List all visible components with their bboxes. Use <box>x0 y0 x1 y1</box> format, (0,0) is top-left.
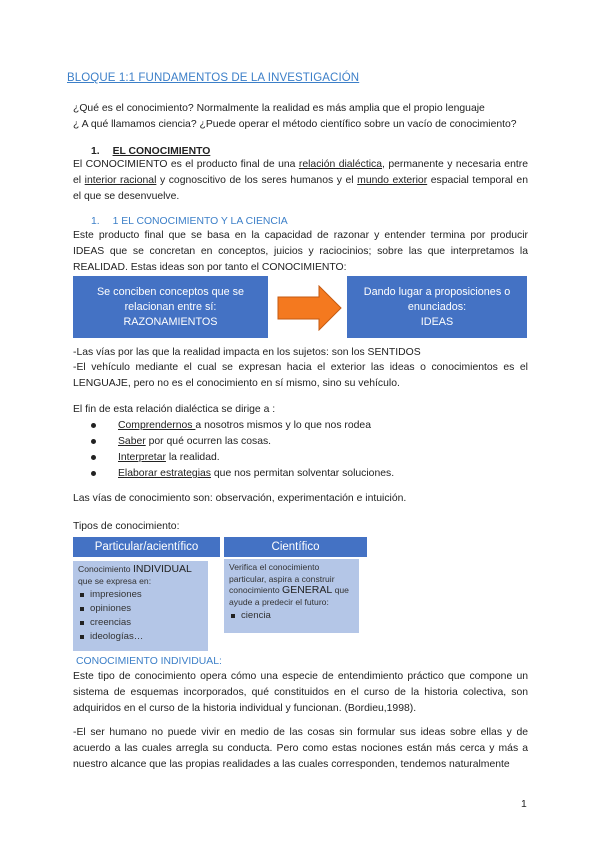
purpose-list <box>91 418 521 482</box>
section1-text-b: , permanente y necesaria entre el <box>73 159 528 186</box>
section1-text-d: espacial temporal en el que se desenvuelve. <box>73 175 528 202</box>
card-list-item: ideologías… <box>78 630 203 644</box>
card2-text-a: Verifica el conocimiento particular, aspira a construir conocimiento <box>229 562 335 595</box>
purpose-item-text: por qué ocurren las cosas. <box>145 436 272 447</box>
purpose-item <box>91 450 521 466</box>
purpose-item <box>91 418 521 434</box>
card-list-item: opiniones <box>78 602 203 616</box>
vias-text: Las vías de conocimiento son: observación, experimentación e intuición. <box>73 493 407 504</box>
types-label: Tipos de conocimiento: <box>73 521 180 532</box>
individual-paragraph2: -El ser humano no puede vivir en medio de las cosas sin formular sus ideas sobre ellas y de acuerdo a las cuales arregla su conducta. Pero como estas nociones están más cerca y más a nuestro alcance que las propias realidades a las cuales corresponden, tendemos naturalmente <box>73 727 528 770</box>
card-cientifico-header: Científico <box>224 537 367 557</box>
section1-text-a: El CONOCIMIENTO es el producto final de una <box>73 159 299 170</box>
purpose-item-term: Elaborar estrategias <box>118 468 211 479</box>
card2-text-b: GENERAL <box>282 584 333 596</box>
diagram-left-line2: relacionan entre sí: <box>124 300 217 313</box>
card1-text-b: INDIVIDUAL <box>132 563 192 575</box>
card-list-item: ciencia <box>229 609 354 623</box>
section1-paragraph <box>73 157 528 205</box>
card-list-item: impresiones <box>78 588 203 602</box>
diagram-left-line3: RAZONAMIENTOS <box>123 315 218 328</box>
document-title: BLOQUE 1:1 FUNDAMENTOS DE LA INVESTIGACIÓN <box>67 72 360 84</box>
purpose-item <box>91 434 521 450</box>
purpose-item <box>91 466 521 482</box>
card-particular-description <box>78 564 203 587</box>
diagram-box-razonamientos <box>73 276 268 338</box>
diagram-right-line2: enunciados: <box>407 300 467 313</box>
card2-text-c: que ayude a predecir el futuro: <box>229 585 349 607</box>
card1-text-c: que se expresa en: <box>78 575 152 586</box>
purpose-item-term: Saber <box>118 436 146 447</box>
note-lenguaje: -El vehículo mediante el cual se expresan hacia el exterior las ideas o conocimientos es el LENGUAJE, pero no es el conocimiento en sí mismo, sino su vehículo. <box>73 362 528 389</box>
note-sentidos: -Las vías por las que la realidad impacta en los sujetos: son los SENTIDOS <box>73 347 421 358</box>
term-interior-racional: interior racional <box>84 175 157 186</box>
section1-title: EL CONOCIMIENTO <box>112 146 211 157</box>
card-particular-body <box>73 561 208 651</box>
term-relacion-dialectica: relación dialéctica <box>298 159 383 170</box>
term-mundo-exterior: mundo exterior <box>357 175 428 186</box>
section1-1-paragraph: Este producto final que se basa en la capacidad de razonar y entender termina por producir IDEAS que se concretan en conceptos, juicios y raciocinios; sobre las que interpretamos la REALIDAD. Estas ideas son por tanto el CONOCIMIENTO: <box>73 230 528 273</box>
card-list-item: creencias <box>78 616 203 630</box>
card-particular-list <box>78 588 203 644</box>
individual-heading: CONOCIMIENTO INDIVIDUAL: <box>76 656 222 667</box>
card-cientifico-description <box>229 562 354 608</box>
section1-number: 1. <box>91 146 100 157</box>
purpose-item-term: Interpretar <box>118 452 166 463</box>
intro-question-knowledge: ¿Qué es el conocimiento? Normalmente la realidad es más amplia que el propio lenguaje <box>73 103 485 114</box>
section1-1-title: 1 EL CONOCIMIENTO Y LA CIENCIA <box>112 216 288 227</box>
diagram-arrow <box>277 285 343 331</box>
purpose-item-text: que nos permitan solventar soluciones. <box>211 468 395 479</box>
page-number: 1 <box>521 799 527 810</box>
purpose-item-text: la realidad. <box>165 452 220 463</box>
purpose-intro: El fin de esta relación dialéctica se dirige a : <box>73 404 276 415</box>
intro-question-science: ¿ A qué llamamos ciencia? ¿Puede operar el método científico sobre un vacío de conocimiento? <box>73 119 517 130</box>
purpose-item-text: a nosotros mismos y lo que nos rodea <box>195 420 371 431</box>
diagram-box-ideas <box>347 276 527 338</box>
individual-paragraph1: Este tipo de conocimiento opera cómo una especie de entendimiento práctico que compone un sistema de esquemas incorporados, qué constituidos en el curso de la historia colectiva, son adquiridos en el curso de la historia individual y funcionan. (Bordieu,1998). <box>73 671 528 714</box>
diagram-right-line1: Dando lugar a proposiciones o <box>363 285 511 298</box>
diagram-right-line3: IDEAS <box>420 315 454 328</box>
card-cientifico-list <box>229 609 354 623</box>
section1-text-c: y cognoscitivo de los seres humanos y el <box>156 175 358 186</box>
card-particular-header: Particular/acientífico <box>73 537 220 557</box>
diagram-left-line1: Se conciben conceptos que se <box>96 285 245 298</box>
section1-1-number: 1. <box>91 216 100 227</box>
card1-text-a: Conocimiento <box>78 564 133 574</box>
purpose-item-term: Comprendernos <box>118 420 196 431</box>
card-cientifico-body <box>224 559 359 633</box>
